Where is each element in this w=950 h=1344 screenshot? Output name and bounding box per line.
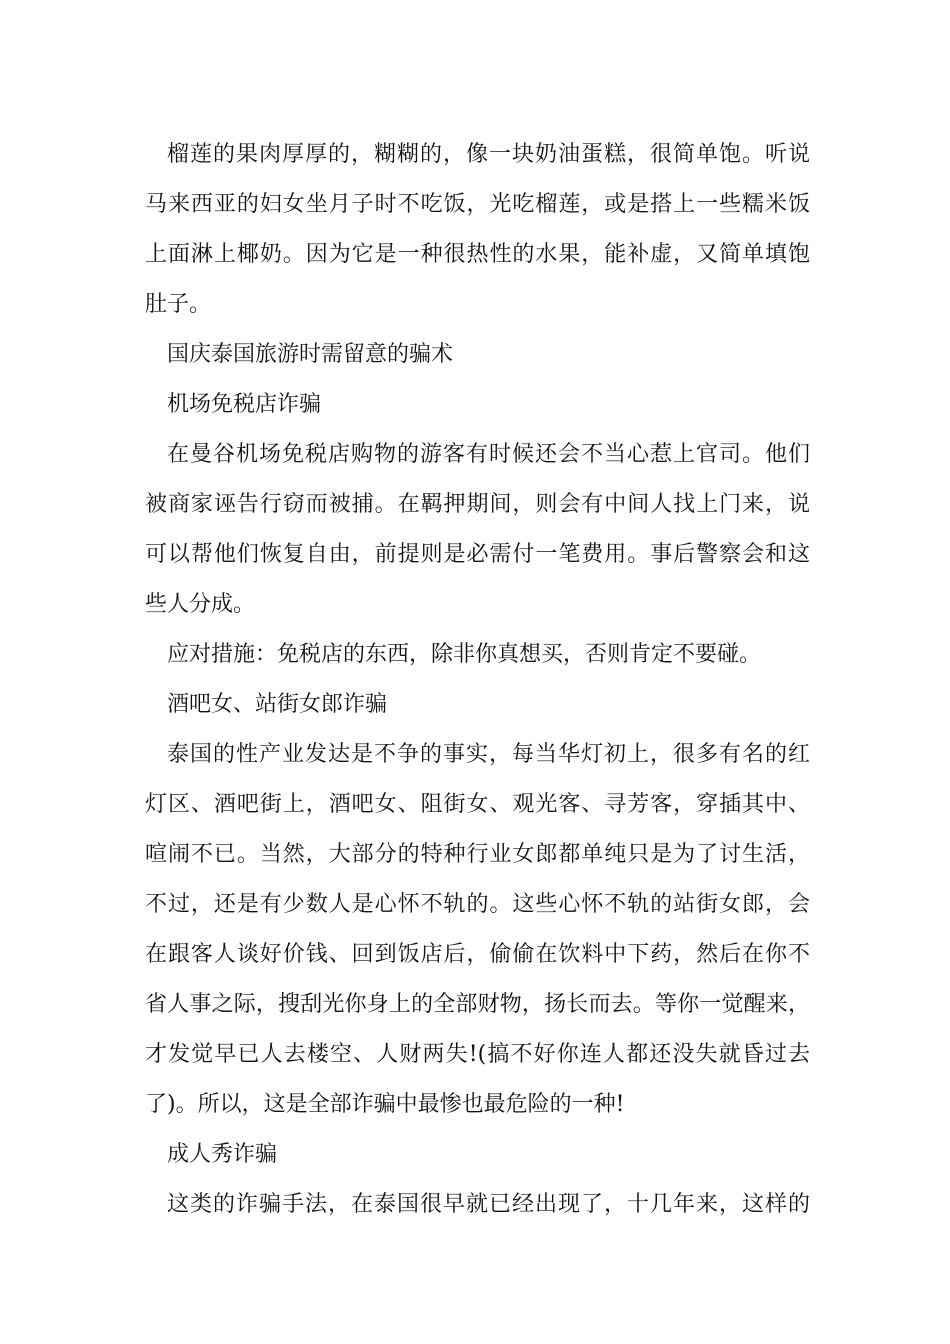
text-line: 酒吧女、站街女郎诈骗 <box>167 692 388 717</box>
text-line: 灯区、酒吧街上，酒吧女、阻街女、观光客、寻芳客，穿插其中、 <box>145 792 810 817</box>
text-line: 泰国的性产业发达是不争的事实，每当华灯初上，很多有名的红 <box>167 742 810 767</box>
text-line: 喧闹不已。当然，大部分的特种行业女郎都单纯只是为了讨生活， <box>145 842 810 867</box>
text-line: 了)。所以，这是全部诈骗中最惨也最危险的一种! <box>145 1092 625 1117</box>
text-line: 省人事之际，搜刮光你身上的全部财物，扬长而去。等你一觉醒来， <box>145 992 810 1017</box>
document-body <box>145 130 810 1230</box>
text-line: 马来西亚的妇女坐月子时不吃饭，光吃榴莲，或是搭上一些糯米饭 <box>145 192 810 217</box>
text-line: 可以帮他们恢复自由，前提则是必需付一笔费用。事后警察会和这 <box>145 542 810 567</box>
text-line: 应对措施：免税店的东西，除非你真想买，否则肯定不要碰。 <box>167 642 762 667</box>
text-line: 这类的诈骗手法，在泰国很早就已经出现了，十几年来，这样的 <box>167 1192 810 1217</box>
text-line: 机场免税店诈骗 <box>167 392 322 417</box>
text-line: 些人分成。 <box>145 592 256 617</box>
text-line: 肚子。 <box>145 292 212 317</box>
text-line: 成人秀诈骗 <box>167 1142 278 1167</box>
text-line: 不过，还是有少数人是心怀不轨的。这些心怀不轨的站街女郎，会 <box>145 892 810 917</box>
text-line: 在跟客人谈好价钱、回到饭店后，偷偷在饮料中下药，然后在你不 <box>145 942 810 967</box>
text-line: 被商家诬告行窃而被捕。在羁押期间，则会有中间人找上门来，说 <box>145 492 810 517</box>
text-line: 国庆泰国旅游时需留意的骗术 <box>167 342 454 367</box>
text-line: 才发觉早已人去楼空、人财两失!(搞不好你连人都还没失就昏过去 <box>145 1042 810 1067</box>
text-line: 在曼谷机场免税店购物的游客有时候还会不当心惹上官司。他们 <box>167 442 810 467</box>
text-line: 榴莲的果肉厚厚的，糊糊的，像一块奶油蛋糕，很简单饱。听说 <box>167 142 810 167</box>
text-line: 上面淋上椰奶。因为它是一种很热性的水果，能补虚，又简单填饱 <box>145 242 810 267</box>
